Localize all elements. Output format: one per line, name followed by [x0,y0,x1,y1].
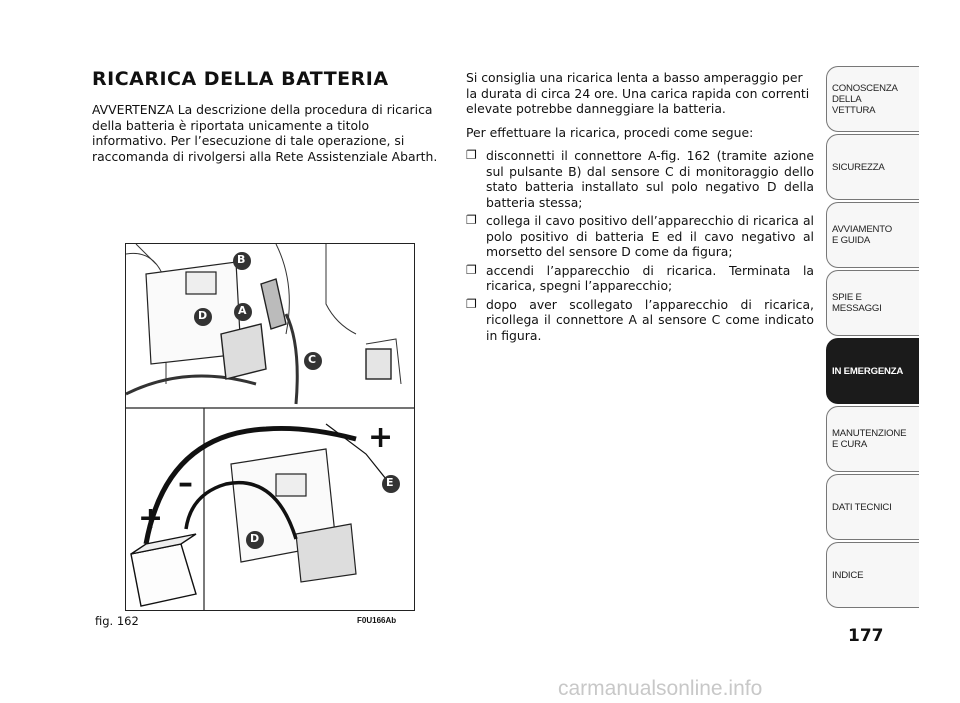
section-title: RICARICA DELLA BATTERIA [92,68,389,90]
procedure-lead: Per effettuare la ricarica, procedi come segue: [466,124,754,140]
page-number: 177 [848,626,884,646]
label-d-bottom: D [250,532,260,545]
tab-avviamento[interactable]: AVVIAMENTO E GUIDA [826,202,919,268]
tab-indice[interactable]: INDICE [826,542,919,608]
steps-list [466,148,814,343]
step-item [466,213,814,260]
checkbox-bullet-icon: ❐ [466,296,477,311]
step-item [466,148,814,210]
tab-spie[interactable]: SPIE E MESSAGGI [826,270,919,336]
tab-dati-tecnici[interactable]: DATI TECNICI [826,474,919,540]
label-b: B [237,253,246,266]
battery-illustration [125,243,415,611]
figure-caption: fig. 162 [95,614,139,628]
label-c: C [308,353,317,366]
checkbox-bullet-icon: ❐ [466,148,477,162]
warning-text: AVVERTENZA La descrizione della procedura di ricarica della batteria è riportata unicamente a titolo informativo. Per l’esecuzione di tale operazione, si raccomanda di rivolgersi alla Rete Assistenziale Abarth. [92,102,438,164]
instructions-column [466,70,814,346]
figure-code: F0U166Ab [357,616,397,625]
label-a: A [238,304,247,317]
tab-manutenzione[interactable]: MANUTENZIONE E CURA [826,406,919,472]
checkbox-bullet-icon: ❐ [466,262,477,277]
step-item [466,297,814,344]
tab-in-emergenza[interactable]: IN EMERGENZA [826,338,919,404]
plus-sign-bottom: + [138,501,164,536]
label-d-top: D [198,309,208,322]
step-item [466,263,814,294]
step-text: disconnetti il connettore A-fig. 162 (tramite azione sul pulsante B) dal sensore C di monitoraggio dello stato batteria installato sul polo negativo D della batteria stessa; [486,148,814,210]
intro-paragraph: Si consiglia una ricarica lenta a basso amperaggio per la durata di circa 24 ore. Una carica rapida con correnti elevate potrebbe danneggiare la batteria. [466,70,810,116]
chapter-tabs [826,66,919,610]
step-text: dopo aver scollegato l’apparecchio di ricarica, ricollega il connettore A al sensore C come indicato in figura. [486,296,814,343]
label-e: E [386,476,394,489]
watermark: carmanualsonline.info [558,677,763,700]
checkbox-bullet-icon: ❐ [466,213,477,227]
minus-sign: – [178,466,193,501]
step-text: accendi l’apparecchio di ricarica. Terminata la ricarica, spegni l’apparecchio; [486,262,814,293]
step-text: collega il cavo positivo dell’apparecchio di ricarica al polo positivo di batteria E ed il cavo negativo al morsetto del sensore D come da figura; [486,213,814,259]
plus-sign-top: + [368,420,394,455]
tab-conoscenza[interactable]: CONOSCENZA DELLA VETTURA [826,66,919,132]
tab-sicurezza[interactable]: SICUREZZA [826,134,919,200]
